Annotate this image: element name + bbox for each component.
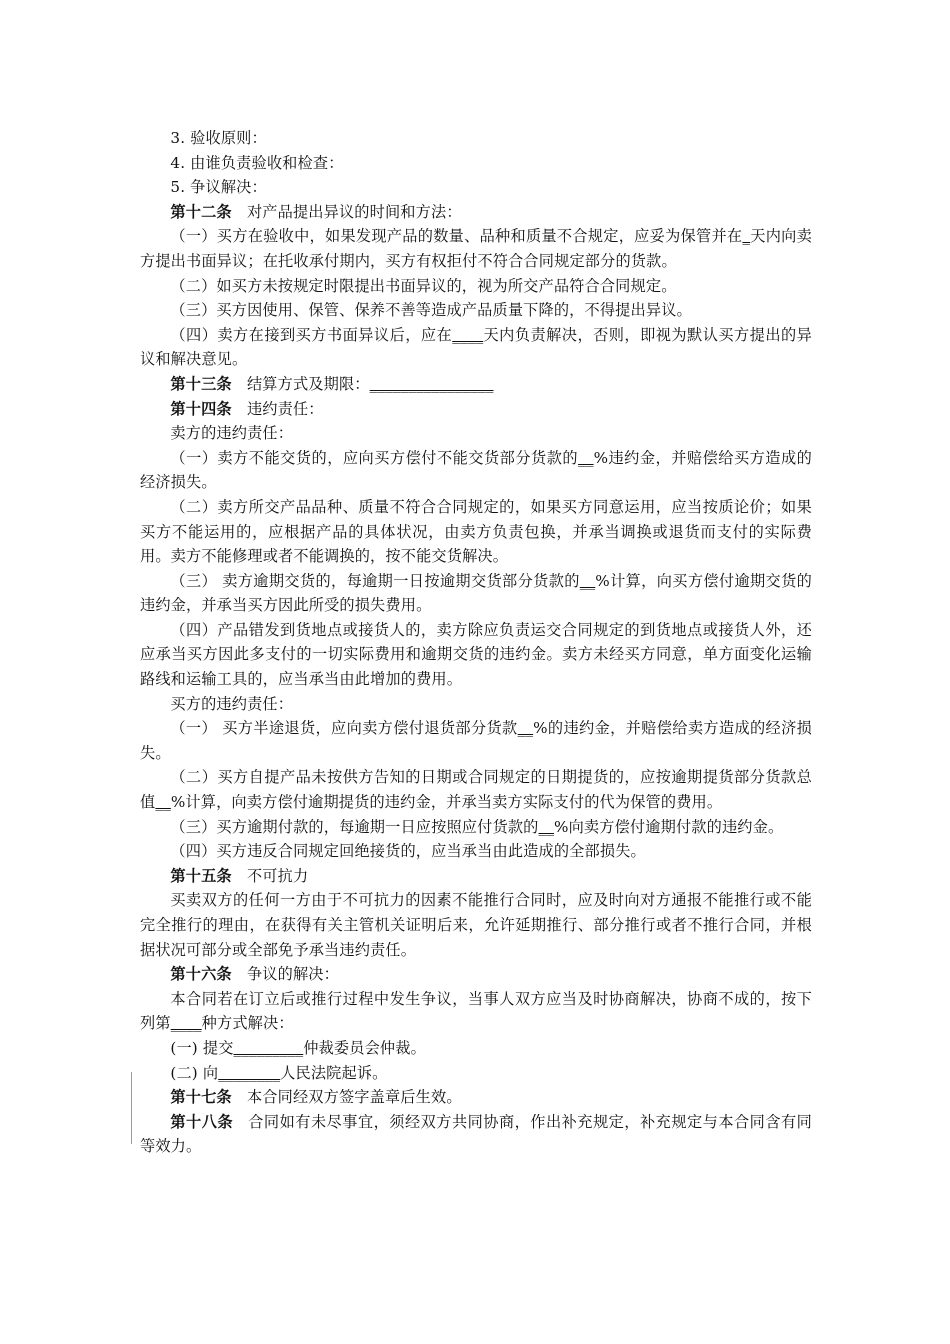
blank-resolution-days[interactable]: ____ [452,325,484,344]
article-16-heading: 第十六条 争议的解决： [170,965,339,984]
blank-percent[interactable]: __ [155,793,171,812]
article-12-item-4: （四）卖方在接到买方书面异议后，应在____天内负责解决，否则，即视为默认买方提出的异议和解决意见。 [140,325,812,369]
article-16-option-2: (二) 向________人民法院起诉。 [170,1063,388,1082]
article-12-heading: 第十二条 对产品提出异议的时间和方法： [170,202,462,221]
article-14-heading: 第十四条 违约责任： [170,399,324,418]
article-12-item-3: （三）买方因使用、保管、保养不善等造成产品质量下降的，不得提出异议。 [170,301,692,320]
clause-dispute: 5. 争议解决： [170,178,267,197]
seller-item-2: （二）卖方所交产品品种、质量不符合合同规定的，如果买方同意运用，应当按质论价；如果买方不能运用的，应根据产品的具体状况，由卖方负责包换，并承当调换或退货而支付的实际费用。卖方不能修理或者不能调换的，按不能交货解决。 [140,497,812,566]
seller-liability-heading: 卖方的违约责任： [170,424,294,443]
article-17: 第十七条 本合同经双方签字盖章后生效。 [170,1088,462,1107]
article-13-heading: 第十三条 结算方式及期限：________________ [170,374,494,393]
buyer-liability-heading: 买方的违约责任： [170,694,294,713]
seller-item-4: （四）产品错发到货地点或接货人的，卖方除应负责运交合同规定的到货地点或接货人外，还应承当买方因此多支付的一切实际费用和逾期交货的违约金。卖方未经买方同意，单方面变化运输路线和运输工具的，应当承当由此增加的费用。 [140,620,812,689]
blank-percent[interactable]: __ [579,571,596,590]
blank-settlement[interactable]: ________________ [369,374,494,393]
article-16-body: 本合同若在订立后或推行过程中发生争议，当事人双方应当及时协商解决，协商不成的，按下列第____种方式解决： [140,989,812,1033]
buyer-item-2: （二）买方自提产品未按供方告知的日期或合同规定的日期提货的，应按逾期提货部分货款总值__%计算，向卖方偿付逾期提货的违约金，并承当卖方实际支付的代为保管的费用。 [140,768,812,812]
seller-item-1: （一）卖方不能交货的，应向买方偿付不能交货部分货款的__%违约金，并赔偿给买方造成的经济损失。 [140,448,812,492]
article-15-heading: 第十五条 不可抗力 [170,866,309,885]
buyer-item-3: （三）买方逾期付款的，每逾期一日应按照应付货款的__%向卖方偿付逾期付款的违约金。 [170,817,784,836]
blank-percent[interactable]: __ [578,448,594,467]
blank-court[interactable]: ________ [218,1063,281,1082]
buyer-item-1: （一） 买方半途退货，应向卖方偿付退货部分货款__%的违约金，并赔偿给卖方造成的经济损失。 [140,719,812,762]
blank-days[interactable]: _ [742,227,751,246]
blank-percent[interactable]: __ [517,719,534,738]
blank-percent[interactable]: __ [538,817,554,836]
clause-acceptance-principle: 3. 验收原则： [170,129,267,147]
clause-inspector: 4. 由谁负责验收和检查： [170,153,344,172]
article-16-option-1: (一) 提交_________仲裁委员会仲裁。 [170,1038,426,1057]
blank-way[interactable]: ____ [170,1014,202,1033]
blank-arbitration[interactable]: _________ [233,1038,304,1057]
article-12-item-1: （一）买方在验收中，如果发现产品的数量、品种和质量不合规定，应妥为保管并在_天内向卖方提出书面异议；在托收承付期内，买方有权拒付不符合合同规定部分的货款。 [140,227,812,270]
revision-margin-bar [131,1072,132,1144]
seller-item-3: （三） 卖方逾期交货的，每逾期一日按逾期交货部分货款的__%计算，向买方偿付逾期交货的违约金，并承当买方因此所受的损失费用。 [140,571,812,615]
article-12-item-2: （二）如买方未按规定时限提出书面异议的，视为所交产品符合合同规定。 [170,276,677,295]
article-15-body: 买卖双方的任何一方由于不可抗力的因素不能推行合同时，应及时向对方通报不能推行或不能完全推行的理由，在获得有关主管机关证明后来，允许延期推行、部分推行或者不推行合同，并根据状况可部分或全部免予承当违约责任。 [140,891,812,959]
buyer-item-4: （四）买方违反合同规定回绝接货的，应当承当由此造成的全部损失。 [170,842,646,861]
contract-page [140,126,812,1159]
article-18: 第十八条 合同如有未尽事宜，须经双方共同协商，作出补充规定，补充规定与本合同含有同等效力。 [140,1112,812,1156]
